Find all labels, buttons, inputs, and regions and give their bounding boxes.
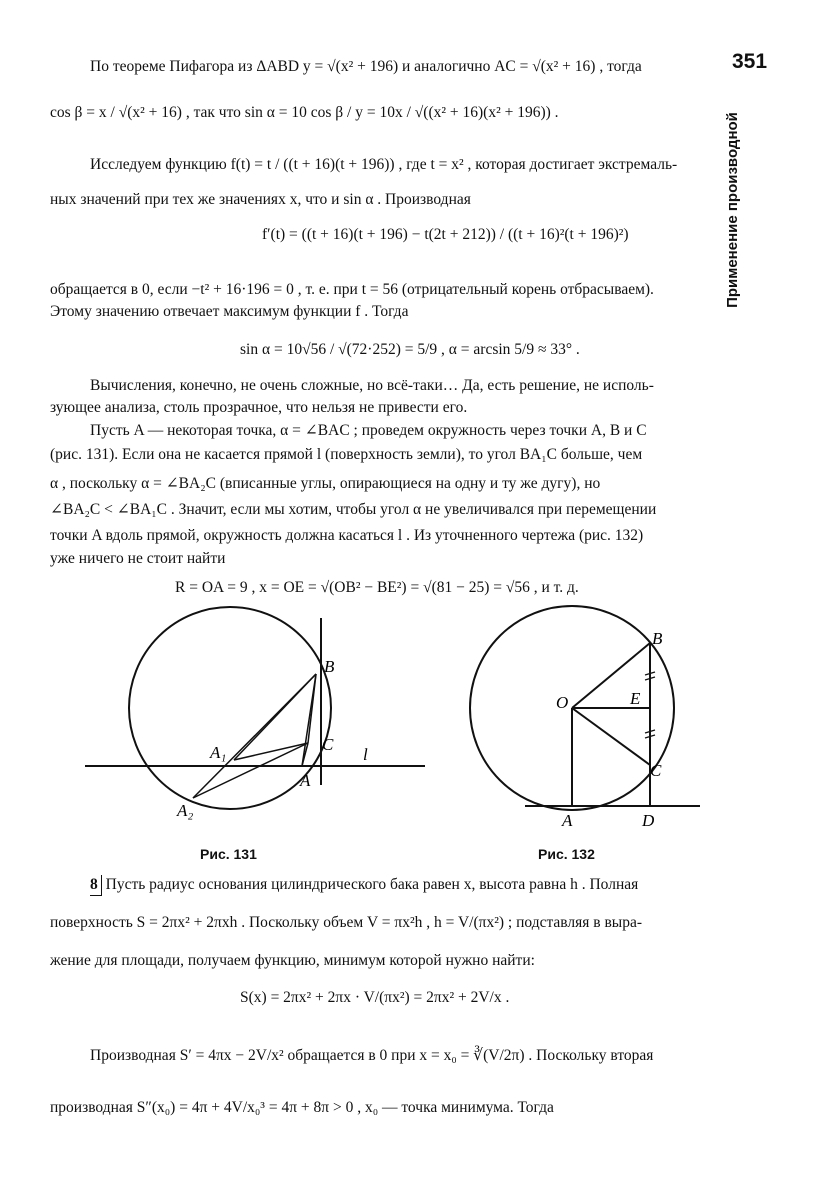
- fig131-segment-a2b: [193, 674, 316, 798]
- fig132-label-D: D: [642, 811, 655, 830]
- text-line-15: точки A вдоль прямой, окружность должна касаться l . Из уточненного чертежа (рис. 132): [50, 527, 644, 544]
- page-number: 351: [732, 50, 768, 73]
- formula-radius: R = OA = 9 , x = OE = √(OB² − BE²) = √(81 − 25) = √56 , и т. д.: [175, 579, 579, 596]
- caption-fig132: Рис. 132: [538, 846, 595, 862]
- text-line-11: Пусть A — некоторая точка, α = ∠BAC ; проведем окружность через точки A, B и C: [90, 422, 647, 439]
- text-line-23: производная S″(x₀) = 4π + 4V/x₀³ = 4π + 8π > 0 , x₀ — точка минимума. Тогда: [50, 1099, 554, 1116]
- text-line-6: обращается в 0, если −t² + 16·196 = 0 , т. е. при t = 56 (отрицательный корень отбрасываем).: [50, 281, 654, 298]
- formula-derivative: f′(t) = ((t + 16)(t + 196) − t(2t + 212)) / ((t + 16)²(t + 196)²): [262, 226, 629, 243]
- text-line-3: Исследуем функцию f(t) = t / ((t + 16)(t + 196)) , где t = x² , которая достигает экстремаль-: [90, 156, 678, 173]
- text-line-10: зующее анализа, столь прозрачное, что нельзя не привести его.: [50, 399, 468, 416]
- caption-fig131: Рис. 131: [200, 846, 257, 862]
- text-line-18-body: Пусть радиус основания цилиндрического бака равен x, высота равна h . Полная: [105, 876, 639, 893]
- fig132-label-O: O: [556, 693, 569, 712]
- figure-132: [440, 600, 700, 835]
- text-line-20: жение для площади, получаем функцию, минимум которой нужно найти:: [50, 952, 535, 969]
- fig132-label-B: B: [652, 629, 663, 648]
- formula-sin-alpha: sin α = 10√56 / √(72·252) = 5/9 , α = arcsin 5/9 ≈ 33° .: [240, 341, 580, 358]
- text-line-12: (рис. 131). Если она не касается прямой l (поверхность земли), то угол BA₁C больше, чем: [50, 446, 643, 463]
- text-line-2: cos β = x / √(x² + 16) , так что sin α = 10 cos β / y = 10x / √((x² + 16)(x² + 196)) .: [50, 104, 559, 121]
- fig131-label-A: A: [300, 771, 311, 790]
- fig131-label-l: l: [363, 745, 368, 764]
- fig131-label-A2: A₂: [177, 801, 194, 820]
- text-line-9: Вычисления, конечно, не очень сложные, но всё-таки… Да, есть решение, не исполь-: [90, 377, 654, 394]
- text-line-16: уже ничего не стоит найти: [50, 550, 226, 567]
- fig131-label-C: C: [322, 735, 334, 754]
- figure-131: [80, 600, 460, 840]
- fig131-label-B: B: [324, 657, 335, 676]
- fig132-label-E: E: [630, 689, 641, 708]
- text-line-14: ∠BA₂C < ∠BA₁C . Значит, если мы хотим, чтобы угол α не увеличивался при перемещении: [50, 501, 657, 518]
- formula-s-of-x: S(x) = 2πx² + 2πx · V/(πx²) = 2πx² + 2V/x .: [240, 989, 510, 1006]
- text-line-7: Этому значению отвечает максимум функции f . Тогда: [50, 303, 409, 320]
- fig132-label-A: A: [562, 811, 573, 830]
- problem-number: 8: [90, 875, 102, 896]
- text-line-18: [90, 875, 638, 896]
- text-line-13: α , поскольку α = ∠BA₂C (вписанные углы, опирающиеся на одну и ту же дугу), но: [50, 475, 601, 492]
- text-line-19: поверхность S = 2πx² + 2πxh . Поскольку объем V = πx²h , h = V/(πx²) ; подставляя в выра-: [50, 914, 642, 931]
- fig132-label-C: C: [650, 761, 662, 780]
- fig131-segment-cb: [308, 674, 316, 743]
- text-line-22: Производная S′ = 4πx − 2V/x² обращается в 0 при x = x₀ = ∛(V/2π) . Поскольку вторая: [90, 1047, 654, 1064]
- text-line-4: ных значений при тех же значениях x, что и sin α . Производная: [50, 191, 471, 208]
- fig131-label-A1: A₁: [210, 743, 227, 762]
- text-line-1: По теореме Пифагора из ΔABD y = √(x² + 196) и аналогично AC = √(x² + 16) , тогда: [90, 58, 642, 75]
- fig132-segment-oc: [572, 708, 650, 765]
- section-side-label: Применение производной: [724, 112, 741, 308]
